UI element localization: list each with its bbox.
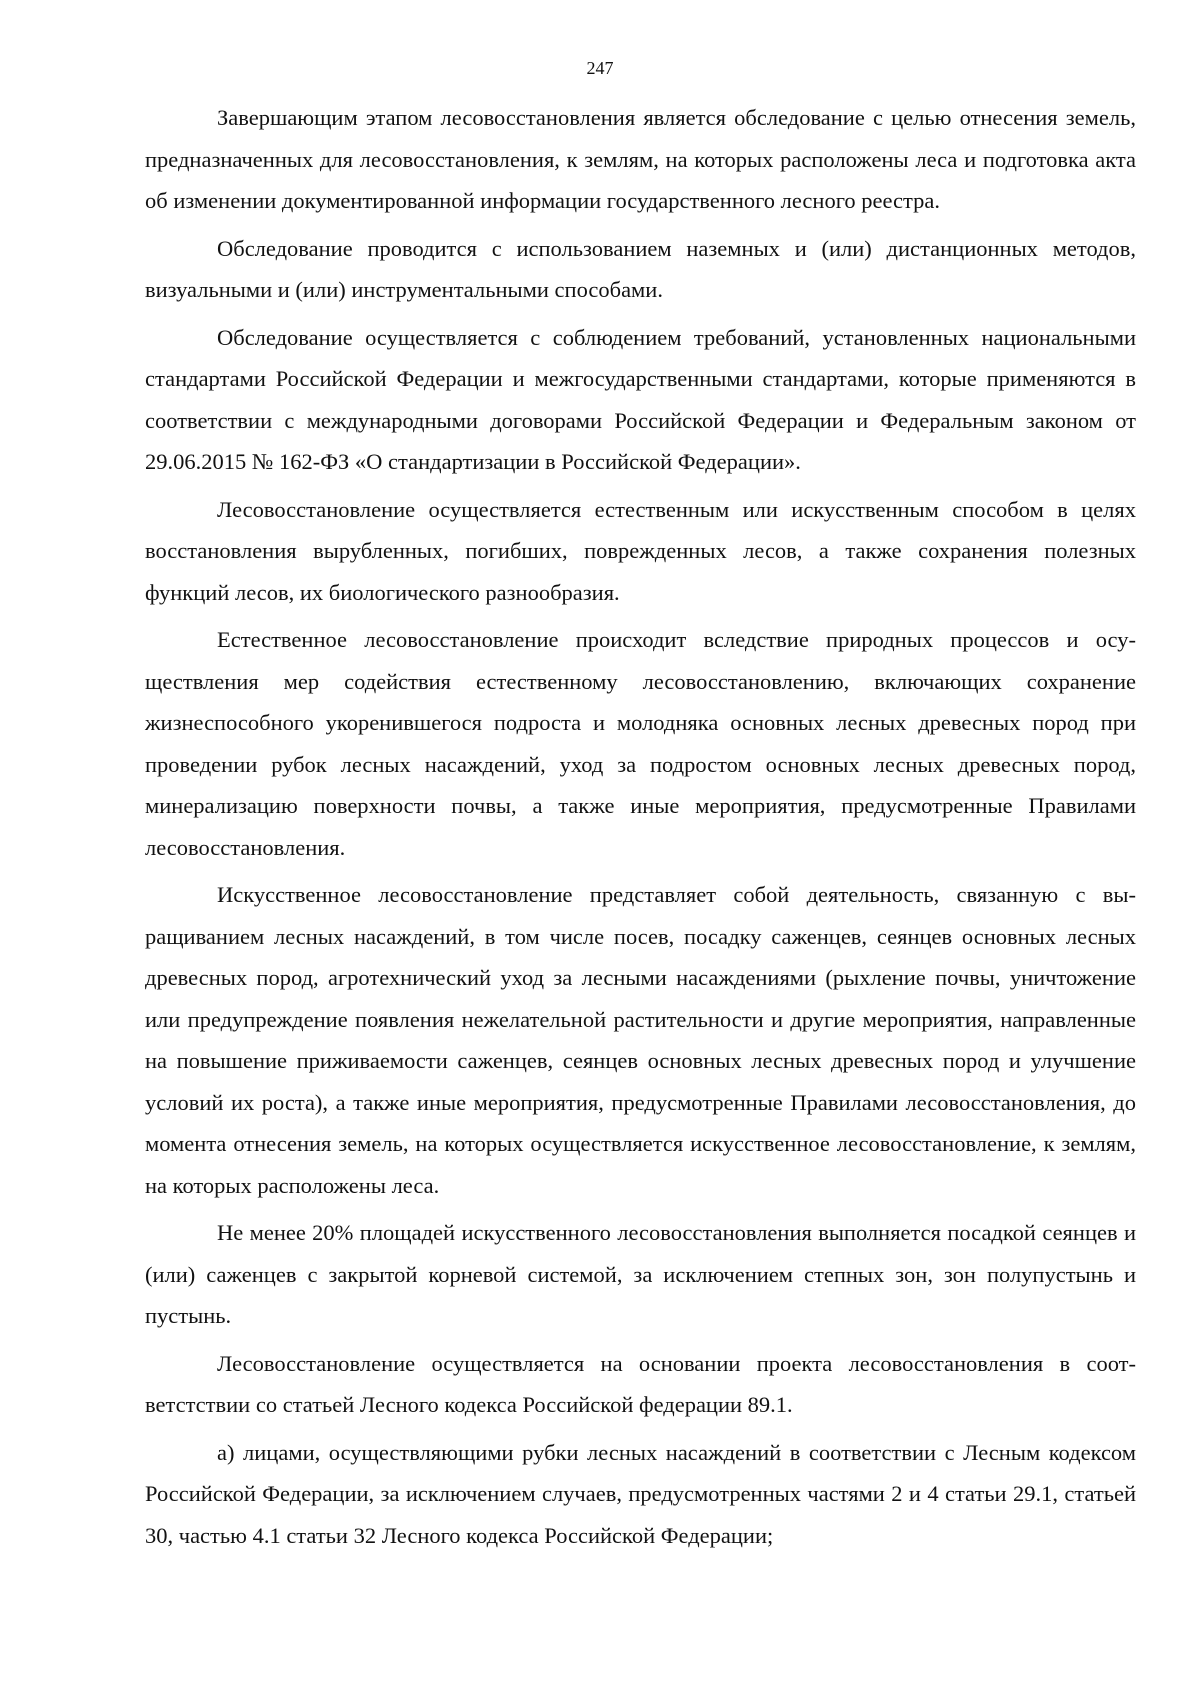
paragraph-list-item-a: а) лицами, осуществляющими рубки лесных насаждений в соответствии с Лесным кодексом Российской Федерации, за исключением случаев, предусмотренных частями 2 и 4 статьи 29.1, статьей 30, частью 4.1 статьи 32 Лесного кодекса Российской Федерации; (145, 1439, 1136, 1548)
paragraph-survey-methods: Обследование проводится с использованием наземных и (или) дистанционных методов, визуальными и (или) инструментальными способами. (145, 235, 1136, 302)
page-number: 247 (586, 58, 614, 78)
paragraph-planting-requirement: Не менее 20% площадей искусственного лесовосстановления выполняется посадкой сеянцев и (или) саженцев с закрытой корневой системой, за исключением степных зон, зон полупустынь и пустынь. (145, 1220, 1136, 1328)
paragraph-survey-standards: Обследование осуществляется с соблюдением требований, установленных национальными стандартами Российской Федерации и межгосударственными стандартами, которые применяются в соответствии с международными договорами Российской Федерации и Федеральным законом от 29.06.2015 № 162-ФЗ «О стандартизации в Российской Федерации». (145, 324, 1136, 474)
paragraph-project-basis: Лесовосстановление осуществляется на основании проекта лесовосстановления в соответстствии со статьей Лесного кодекса Российской федерации 89.1. (145, 1350, 1136, 1417)
paragraph-completion-stage: Завершающим этапом лесовосстановления является обследование с целью отнесения земель, предназначенных для лесовосстановления, к землям, на которых расположены леса и подготовка акта об изменении документированной информации государственного лесного реестра. (145, 105, 1136, 213)
paragraph-artificial-reforestation: Искусственное лесовосстановление представляет собой деятельность, связанную с выращиванием лесных насаждений, в том числе посев, посадку саженцев, сеянцев основных лесных древесных пород, агротехнический уход за лесными насаждениями (рыхление почвы, уничтожение или предупреждение появления нежелательной растительности и другие мероприятия, направленные на повышение приживаемости саженцев, сеянцев основных лесных древесных пород и улучшение условий их роста), а также иные мероприятия, предусмотренные Правилами лесовосстановления, до момента отнесения земель, на которых осуществляется искусственное лесовосстановление, к землям, на которых расположены леса. (145, 882, 1136, 1198)
paragraph-reforestation-methods: Лесовосстановление осуществляется естественным или искусственным способом в целях восстановления вырубленных, погибших, поврежденных лесов, а также сохранения полезных функций лесов, их биологического разнообразия. (145, 496, 1136, 605)
document-body (145, 97, 1136, 1562)
paragraph-natural-reforestation: Естественное лесовосстановление происходит вследствие природных процессов и осуществления мер содействия естественному лесовосстановлению, включающих сохранение жизнеспособного укоренившегося подроста и молодняка основных лесных древесных пород при проведении рубок лесных насаждений, уход за подростом основных лесных древесных пород, минерализацию поверхности почвы, а также иные мероприятия, предусмотренные Правилами лесовосстановления. (145, 627, 1136, 860)
